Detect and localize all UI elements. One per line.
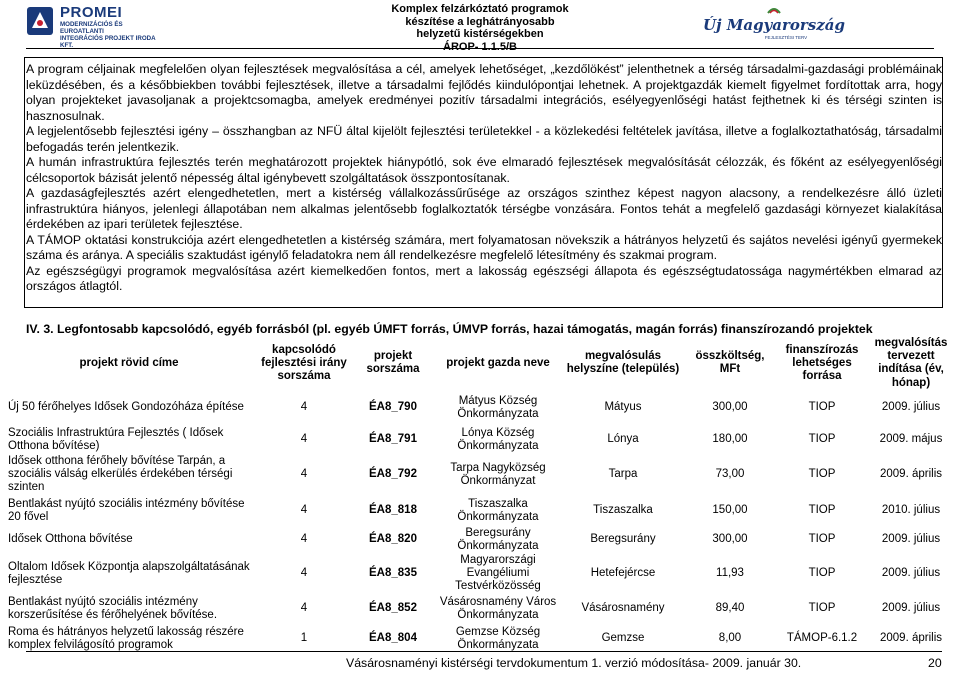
cell-source: TIOP: [808, 533, 836, 546]
header-title-line-3: helyzetű kistérségekben: [416, 28, 544, 40]
cell-cost: 180,00: [712, 433, 748, 446]
cell-source: TIOP: [808, 504, 836, 517]
cell-cost: 11,93: [716, 567, 744, 580]
cell-owner: Tiszaszalka Önkormányzata: [457, 497, 539, 523]
cell-direction: 4: [300, 602, 308, 615]
table-header-row: [4, 337, 956, 390]
footer-text: Vásárosnaményi kistérségi tervdokumentum 1. verzió módosítása- 2009. január 30.: [346, 656, 802, 670]
column-header: megvalósítás tervezett indítása (év, hónap): [874, 337, 948, 389]
cell-cost: 300,00: [712, 533, 748, 546]
cell-title: Bentlakást nyújtó szociális intézmény korszerűsítése és férőhelyének bővítése.: [8, 595, 218, 621]
cell-direction: 4: [300, 567, 308, 580]
promei-subtitle-line-1: MODERNIZÁCIÓS ÉS EUROATLANTI: [60, 21, 123, 35]
cell-direction: 4: [300, 533, 308, 546]
cell-project-number: ÉA8_818: [369, 504, 417, 517]
cell-source: TIOP: [808, 567, 836, 580]
cell-project-number: ÉA8_835: [369, 567, 417, 580]
cell-direction: 4: [300, 504, 308, 517]
cell-title: Idősek Otthona bővítése: [8, 533, 133, 546]
cell-start: 2009. július: [881, 401, 941, 414]
footer-divider: [26, 651, 942, 652]
cell-start: 2009. július: [881, 602, 941, 615]
cell-source: TÁMOP-6.1.2: [786, 632, 858, 645]
cell-title: Roma és hátrányos helyzetű lakosság részére komplex felvilágosító programok: [8, 625, 244, 651]
column-header: projekt rövid címe: [79, 356, 179, 369]
cell-start: 2009. július: [881, 567, 941, 580]
cell-cost: 89,40: [715, 602, 745, 615]
cell-start: 2009. április: [879, 632, 942, 645]
table-row: [4, 454, 956, 496]
cell-cost: 300,00: [712, 401, 748, 414]
column-header: projekt sorszáma: [366, 350, 420, 376]
uj-magyarorszag-logo-title: Új Magyarország: [703, 16, 845, 34]
header-title-line-2: készítése a leghátrányosabb: [405, 15, 555, 28]
cell-cost: 73,00: [715, 468, 745, 481]
cell-start: 2009. április: [879, 468, 942, 481]
cell-owner: Magyarországi Evangéliumi Testvérközösség: [455, 554, 541, 593]
cell-owner: Vásárosnamény Város Önkormányzata: [439, 595, 557, 621]
column-header: projekt gazda neve: [446, 356, 550, 369]
cell-project-number: ÉA8_804: [369, 632, 417, 645]
cell-location: Lónya: [607, 433, 639, 446]
cell-title: Szociális Infrastruktúra Fejlesztés ( Idősek Otthona bővítése): [8, 426, 224, 452]
header-title-line-1: Komplex felzárkóztató programok: [391, 3, 569, 15]
cell-owner: Beregsurány Önkormányzata: [457, 526, 539, 552]
cell-source: TIOP: [808, 401, 836, 414]
cell-location: Vásárosnamény: [581, 602, 665, 615]
page-number: 20: [928, 656, 942, 670]
table-row: [4, 624, 956, 654]
cell-source: TIOP: [808, 468, 836, 481]
column-header: kapcsolódó fejlesztési irány sorszáma: [261, 343, 347, 382]
table-row: [4, 554, 956, 594]
cell-cost: 150,00: [712, 504, 748, 517]
cell-location: Gemzse: [601, 632, 645, 645]
paragraph: A TÁMOP oktatási konstrukciója azért elengedhetetlen a kistérség számára, mert folyamatosan növekszik a hátrányos helyzetű és sajátos nevelési igényű gyermekek száma és aránya. A speciális szaktudást igénylő feladatokra nem áll rendelkezésre megfelelő létesítmény és szakmai program.: [26, 232, 942, 262]
cell-project-number: ÉA8_791: [369, 433, 417, 446]
cell-title: Idősek otthona férőhely bővítése Tarpán, a szociális válság elkerülés érdekében térségi szinten: [8, 455, 233, 494]
cell-direction: 4: [300, 401, 308, 414]
cell-location: Tiszaszalka: [593, 504, 653, 517]
paragraph: Az egészségügyi programok megvalósítása azért kiemelkedően fontos, mert a lakosság egészségi állapota és egészségtudatossága nagymértékben elmarad az országos átlagtól.: [26, 263, 942, 293]
cell-location: Tarpa: [608, 468, 638, 481]
projects-table: [4, 337, 956, 654]
column-header: megvalósulás helyszíne (település): [566, 350, 680, 376]
table-row: [4, 390, 956, 426]
cell-title: Oltalom Idősek Központja alapszolgáltatásának fejlesztése: [8, 560, 250, 586]
paragraph: A legjelentősebb fejlesztési igény – összhangban az NFÜ által kijelölt fejlesztési területekkel - a közlekedési feltételek javítása, illetve a foglalkoztathatóság, társadalmi befogadás terén jelentkezik.: [26, 124, 942, 154]
cell-location: Hetefejércse: [590, 567, 656, 580]
cell-direction: 1: [300, 632, 308, 645]
cell-project-number: ÉA8_790: [369, 401, 417, 414]
column-header: finanszírozás lehetséges forrása: [785, 343, 859, 382]
table-row: [4, 526, 956, 554]
cell-source: TIOP: [808, 602, 836, 615]
cell-direction: 4: [300, 433, 308, 446]
cell-start: 2009. július: [881, 533, 941, 546]
body-text: [26, 62, 942, 295]
promei-subtitle-line-2: INTEGRÁCIÓS PROJEKT IRODA KFT.: [60, 35, 156, 49]
cell-start: 2009. május: [879, 433, 943, 446]
cell-direction: 4: [300, 468, 308, 481]
paragraph: A gazdaságfejlesztés azért elengedhetetlen, mert a kistérség vállalkozássűrűsége az országos szinthez képest nagyon alacsony, a rendelkezésre álló üzleti infrastruktúra hiányos, jelenlegi állapotában nem alkalmas jelentősebb foglalkoztatók térségbe vonzására. Fontos tehát a megfelelő gazdasági környezet kialakítása érdekében az ipari területek fejlesztése.: [26, 186, 942, 231]
cell-project-number: ÉA8_792: [369, 468, 417, 481]
section-title: IV. 3. Legfontosabb kapcsolódó, egyéb forrásból (pl. egyéb ÚMFT forrás, ÚMVP forrás, hazai támogatás, magán forrás) finanszírozandó projektek: [26, 322, 873, 336]
page-header: [0, 0, 960, 53]
cell-owner: Mátyus Község Önkormányzata: [457, 394, 539, 420]
promei-logo-title: PROMEI: [60, 4, 123, 21]
cell-start: 2010. július: [881, 504, 941, 517]
cell-title: Bentlakást nyújtó szociális intézmény bővítése 20 fővel: [8, 497, 245, 523]
header-title-line-4: ÁROP- 1.1.5/B: [443, 40, 517, 53]
cell-location: Beregsurány: [590, 533, 656, 546]
cell-owner: Gemzse Község Önkormányzata: [455, 625, 541, 651]
cell-project-number: ÉA8_820: [369, 533, 417, 546]
paragraph: A humán infrastruktúra fejlesztés terén meghatározott projektek hiánypótló, sok éve elmaradó fejlesztések megvalósítását célozzák, és főként az esélyegyenlőségi célcsoportok bázisát jelentő népesség által igénybevett szolgáltatások összpontosítanak.: [26, 155, 942, 185]
table-row: [4, 594, 956, 624]
cell-owner: Lónya Község Önkormányzata: [457, 426, 539, 452]
paragraph: A program céljainak megfelelően olyan fejlesztések megvalósítása a cél, amelyek lehetőséget, „kezdőlökést” jelenthetnek a térség társadalmi-gazdasági problémáinak leküzdésében, és a későbbiekben további fejlesztések, illetve a társadalmi fejlődés kiindulópontjai lehetnek. A projektgazdák kiemelt figyelmet fordítottak arra, hogy olyan projekteket javasoljanak a projektcsomagba, amelyek eredményei pozitív társadalmi integrációs, esélyegyenlőségi hatást fejthetnek ki és térségi szinten is hasznosulnak.: [26, 62, 942, 123]
cell-location: Mátyus: [604, 401, 642, 414]
cell-cost: 8,00: [718, 632, 742, 645]
column-header: összköltség, MFt: [695, 350, 765, 376]
header-divider: [26, 48, 934, 49]
uj-magyarorszag-logo: [703, 3, 845, 45]
uj-magyarorszag-logo-subtitle: FEJLESZTÉSI TERV: [764, 35, 808, 40]
cell-title: Új 50 férőhelyes Idősek Gondozóháza építése: [8, 401, 244, 414]
cell-source: TIOP: [808, 433, 836, 446]
table-row: [4, 426, 956, 454]
cell-owner: Tarpa Nagyközség Önkormányzat: [450, 461, 546, 487]
cell-project-number: ÉA8_852: [369, 602, 417, 615]
table-row: [4, 496, 956, 526]
